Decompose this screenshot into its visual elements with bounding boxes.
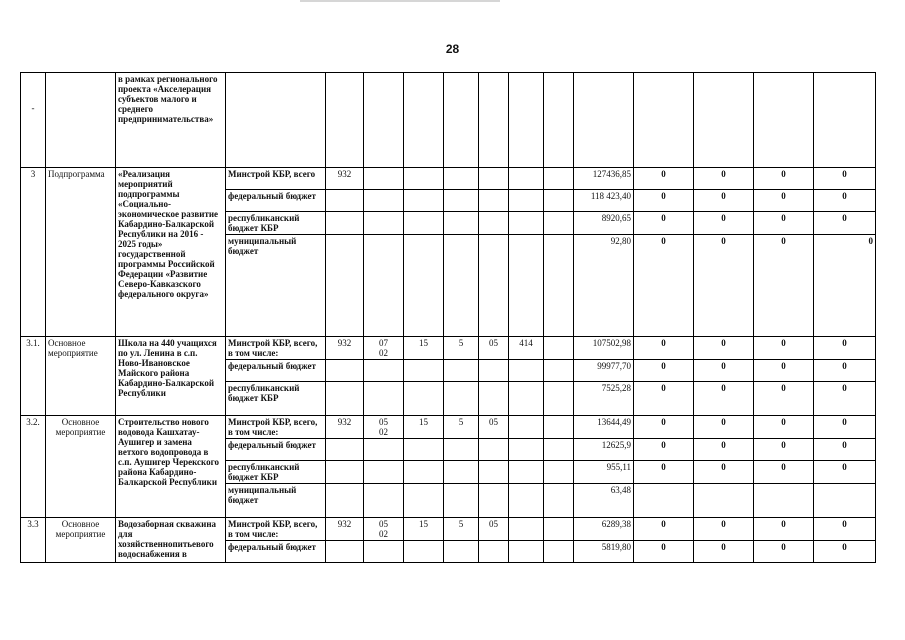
row-type: Основное мероприятие (46, 416, 116, 518)
table-row (21, 73, 876, 168)
pr-code: 02 (379, 427, 388, 437)
year-value: 0 (814, 168, 876, 190)
grbs-code: 932 (326, 416, 364, 439)
table-row (21, 168, 876, 190)
funding-source: федеральный бюджет (226, 190, 326, 212)
page-number: 28 (445, 42, 460, 56)
funding-source: республиканский бюджет КБР (226, 382, 326, 416)
year-value: 0 (814, 235, 876, 337)
year-value: 0 (754, 461, 814, 484)
funding-source: Минстрой КБР, всего, в том числе: (226, 416, 326, 439)
funding-source: федеральный бюджет (226, 439, 326, 461)
target-code: 05 (479, 337, 509, 360)
year-value: 0 (634, 190, 694, 212)
year-value: 0 (754, 190, 814, 212)
funding-source: федеральный бюджет (226, 541, 326, 563)
rz-code: 07 (379, 338, 388, 348)
year-value: 0 (634, 416, 694, 439)
year-value: 0 (694, 360, 754, 382)
year-value: 0 (814, 461, 876, 484)
event-name: в рамках регионального проекта «Акселерация субъектов малого и среднего предпринимательства» (116, 73, 226, 168)
expense-code: 414 (509, 337, 544, 360)
year-value: 0 (694, 382, 754, 416)
total-value: 5819,80 (574, 541, 634, 563)
row-number: 3.1. (21, 337, 46, 416)
funding-source: муниципальный бюджет (226, 484, 326, 518)
row-number: 3.3 (21, 518, 46, 563)
target-code: 5 (444, 337, 479, 360)
year-value: 0 (814, 416, 876, 439)
rz-code: 05 (379, 519, 388, 529)
total-value: 6289,38 (574, 518, 634, 541)
year-value: 0 (634, 360, 694, 382)
year-value: 0 (694, 337, 754, 360)
year-value: 0 (634, 518, 694, 541)
target-code: 05 (479, 518, 509, 541)
total-value: 7525,28 (574, 382, 634, 416)
total-value: 107502,98 (574, 337, 634, 360)
year-value: 0 (694, 541, 754, 563)
total-value: 127436,85 (574, 168, 634, 190)
total-value: 99977,70 (574, 360, 634, 382)
target-code: 15 (404, 416, 444, 439)
total-value: 13644,49 (574, 416, 634, 439)
total-value: 955,11 (574, 461, 634, 484)
funding-source: Минстрой КБР, всего (226, 168, 326, 190)
year-value: 0 (814, 439, 876, 461)
row-type: Основное мероприятие (46, 518, 116, 563)
funding-source: Минстрой КБР, всего, в том числе: (226, 337, 326, 360)
funding-source: республиканский бюджет КБР (226, 461, 326, 484)
total-value: 92,80 (574, 235, 634, 337)
year-value: 0 (694, 518, 754, 541)
funding-source: республиканский бюджет КБР (226, 212, 326, 235)
target-code: 5 (444, 518, 479, 541)
target-code: 05 (479, 416, 509, 439)
table-row (21, 416, 876, 439)
year-value: 0 (634, 461, 694, 484)
table-row (21, 518, 876, 541)
target-code: 5 (444, 416, 479, 439)
year-value: 0 (814, 541, 876, 563)
year-value: 0 (814, 212, 876, 235)
grbs-code: 932 (326, 168, 364, 190)
event-name: Водозаборная скважина для хозяйственнопитьевого водоснабжения в (116, 518, 226, 563)
funding-source: федеральный бюджет (226, 360, 326, 382)
rz-code: 05 (379, 417, 388, 427)
year-value: 0 (754, 541, 814, 563)
year-value: 0 (694, 190, 754, 212)
year-value: 0 (694, 416, 754, 439)
year-value: 0 (694, 212, 754, 235)
year-value: 0 (634, 337, 694, 360)
year-value: 0 (754, 212, 814, 235)
row-type: Основное мероприятие (46, 337, 116, 416)
row-number: - (21, 73, 46, 168)
pr-code: 02 (379, 529, 388, 539)
year-value: 0 (634, 168, 694, 190)
section-code (364, 337, 404, 360)
year-value: 0 (694, 168, 754, 190)
row-number: 3.2. (21, 416, 46, 518)
event-name: «Реализация мероприятий подпрограммы «Социально-экономическое развитие Кабардино-Балкарской Республики на 2016 - 2025 годы» государственной программы Российской Федерации «Развитие Северо-Кавказского федерального округа» (116, 168, 226, 337)
grbs-code: 932 (326, 518, 364, 541)
target-code: 15 (404, 518, 444, 541)
year-value: 0 (814, 190, 876, 212)
year-value: 0 (634, 541, 694, 563)
year-value: 0 (754, 235, 814, 337)
year-value: 0 (754, 439, 814, 461)
table-row (21, 337, 876, 360)
year-value: 0 (754, 337, 814, 360)
year-value: 0 (694, 439, 754, 461)
year-value: 0 (634, 212, 694, 235)
year-value: 0 (754, 382, 814, 416)
scan-artifact (300, 0, 500, 2)
year-value: 0 (754, 416, 814, 439)
total-value: 12625,9 (574, 439, 634, 461)
funding-source: муниципальный бюджет (226, 235, 326, 337)
row-number: 3 (21, 168, 46, 337)
year-value: 0 (634, 382, 694, 416)
year-value: 0 (754, 168, 814, 190)
section-code (364, 518, 404, 541)
year-value: 0 (754, 360, 814, 382)
year-value: 0 (634, 439, 694, 461)
event-name: Строительство нового водовода Кашхатау-Аушигер и замена ветхого водопровода в с.п. Аушигер Черекского района Кабардино-Балкарской Республики (116, 416, 226, 518)
target-code: 15 (404, 337, 444, 360)
row-type: Подпрограмма (46, 168, 116, 337)
year-value: 0 (694, 235, 754, 337)
year-value: 0 (694, 461, 754, 484)
year-value: 0 (814, 382, 876, 416)
year-value: 0 (634, 235, 694, 337)
budget-table (20, 72, 876, 563)
total-value: 63,48 (574, 484, 634, 518)
section-code (364, 416, 404, 439)
funding-source: Минстрой КБР, всего, в том числе: (226, 518, 326, 541)
pr-code: 02 (379, 348, 388, 358)
total-value: 8920,65 (574, 212, 634, 235)
year-value: 0 (814, 360, 876, 382)
year-value: 0 (814, 518, 876, 541)
year-value: 0 (754, 518, 814, 541)
event-name: Школа на 440 учащихся по ул. Ленина в с.п. Ново-Ивановское Майского района Кабардино-Балкарской Республики (116, 337, 226, 416)
grbs-code: 932 (326, 337, 364, 360)
total-value: 118 423,40 (574, 190, 634, 212)
year-value: 0 (814, 337, 876, 360)
